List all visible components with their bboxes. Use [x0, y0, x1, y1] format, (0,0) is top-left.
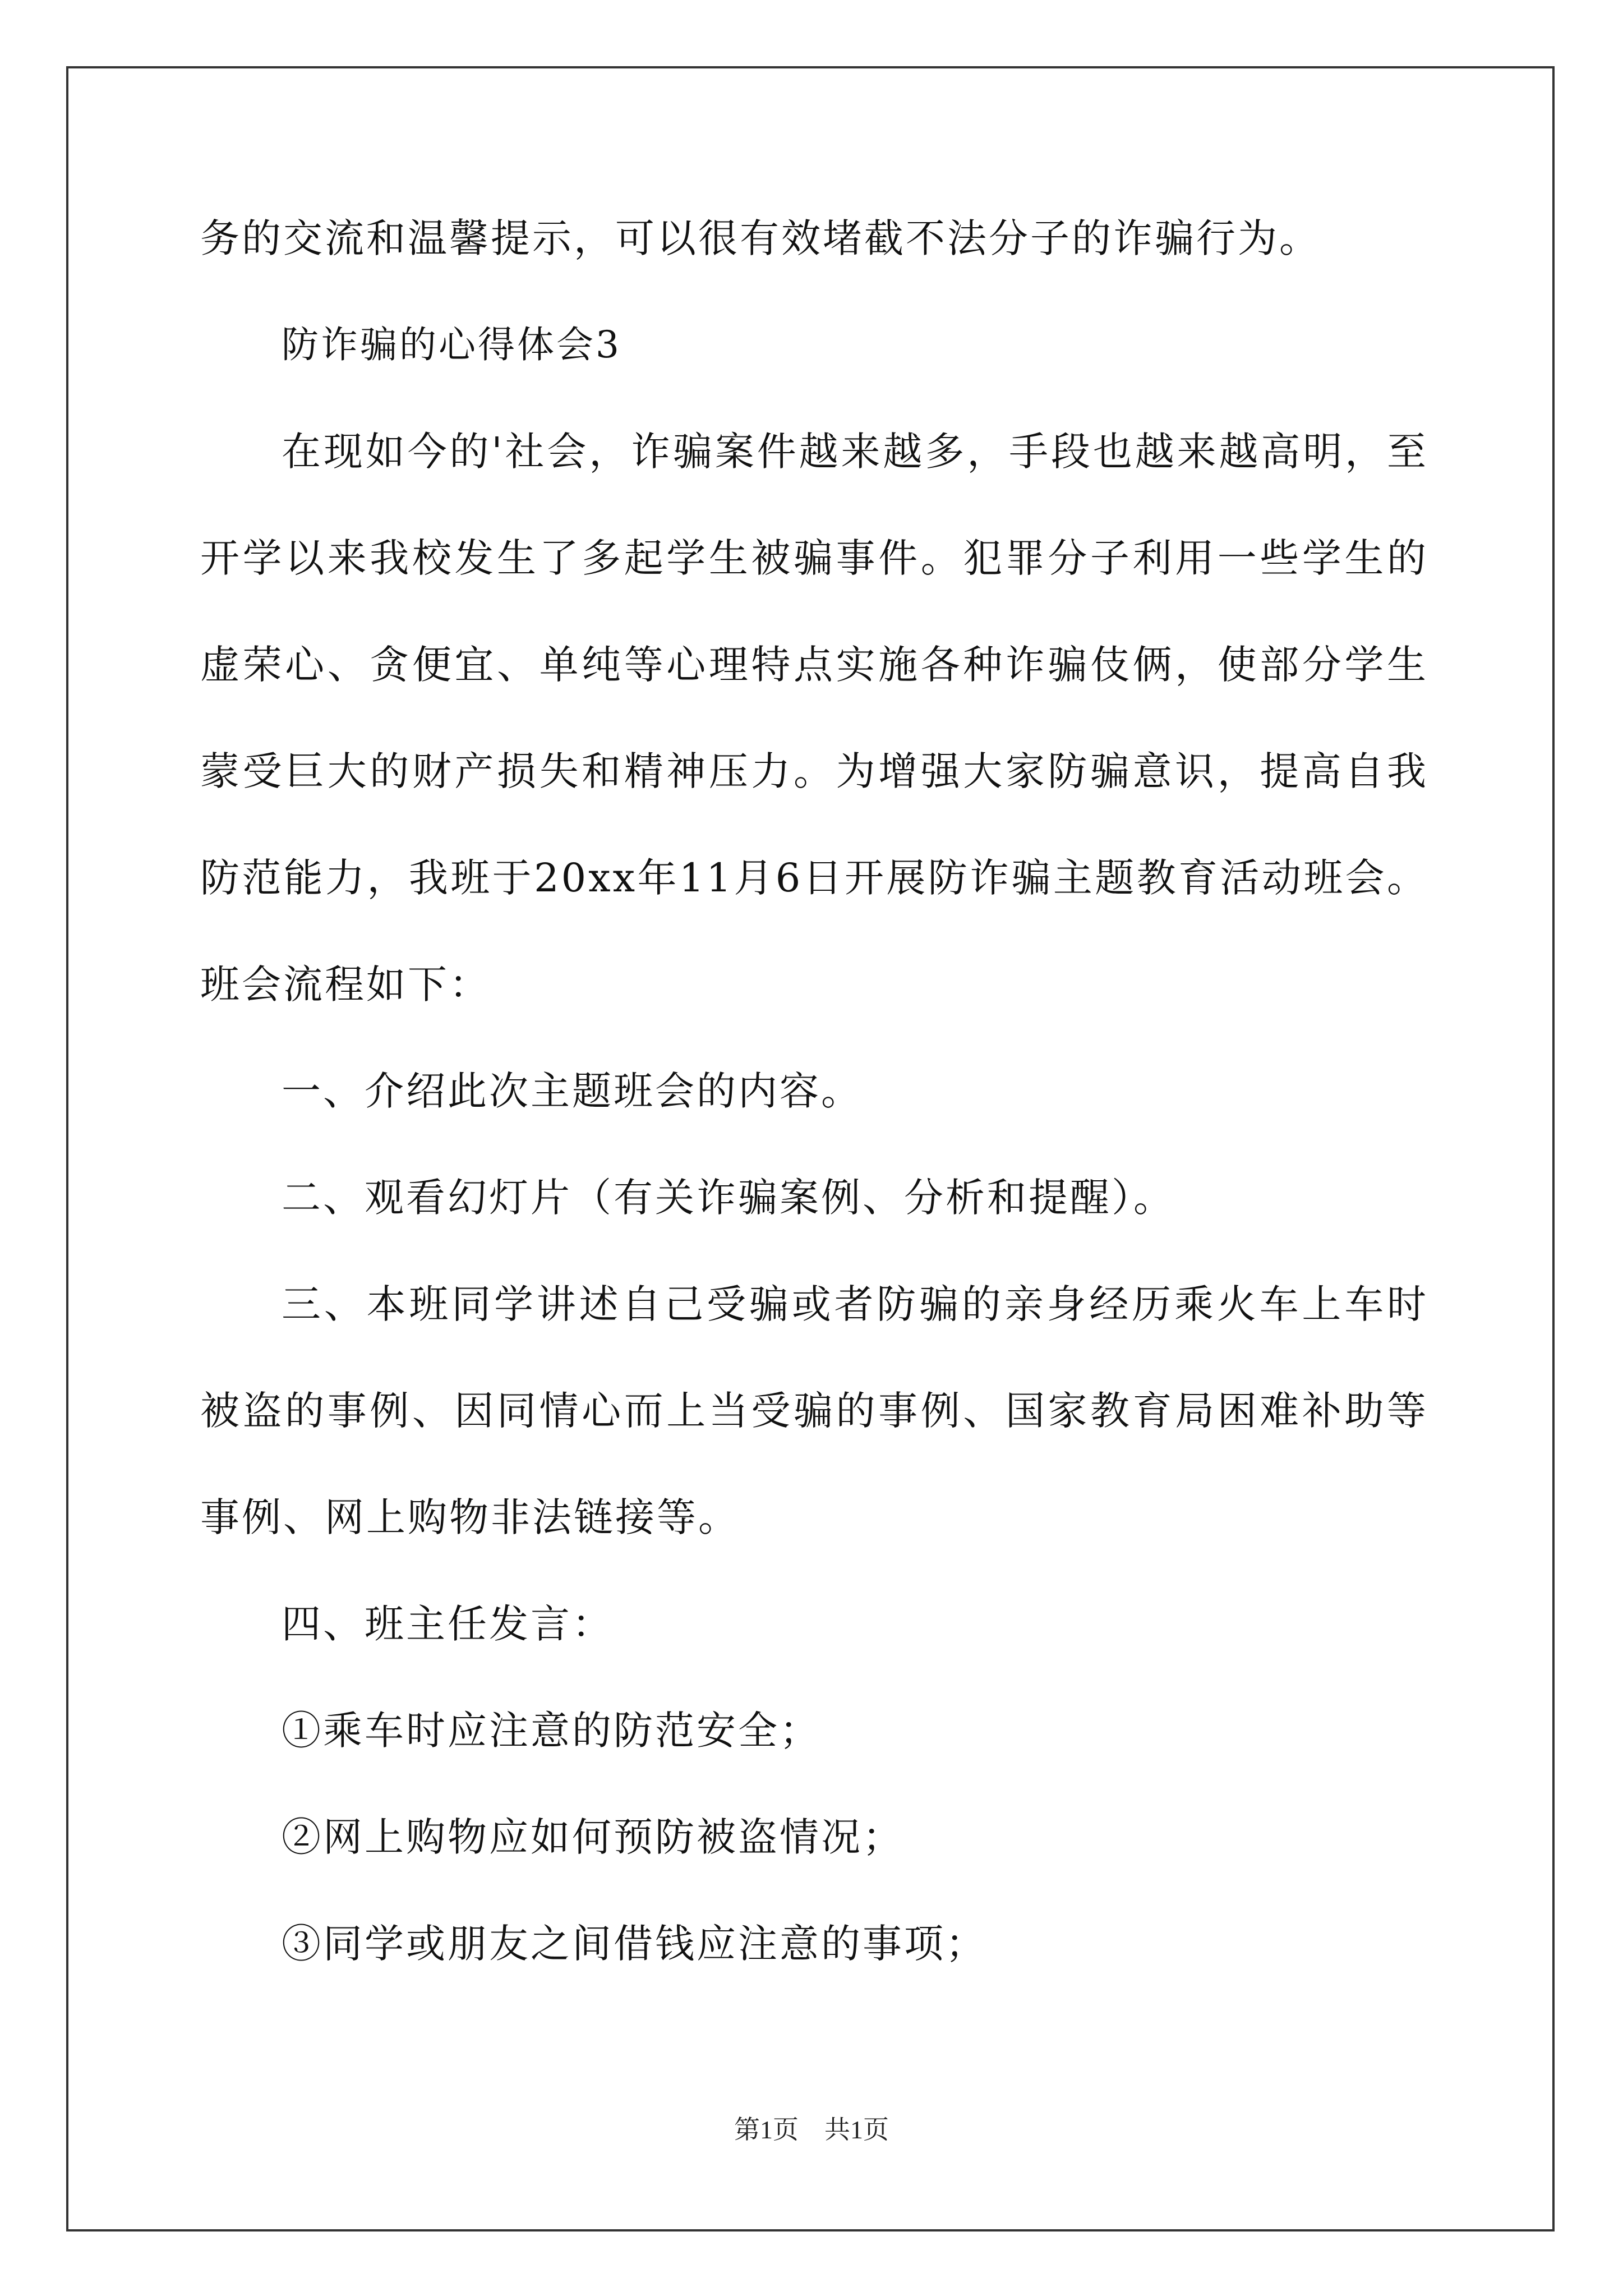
list-item-3: 三、本班同学讲述自己受骗或者防骗的亲身经历乘火车上车时被盗的事例、因同情心而上当受骗的事例、国家教育局困难补助等事例、网上购物非法链接等。: [200, 1281, 1428, 1540]
paragraph-intro: 在现如今的'社会，诈骗案件越来越多，手段也越来越高明，至开学以来我校发生了多起学生被骗事件。犯罪分子利用一些学生的虚荣心、贪便宜、单纯等心理特点实施各种诈骗伎俩，使部分学生蒙受巨大的财产损失和精神压力。为增强大家防骗意识，提高自我防范能力，我班于20xx年11月6日开展防诈骗主题教育活动班会。班会流程如下：: [200, 429, 1428, 1007]
sub-item-3: ③同学或朋友之间借钱应注意的事项；: [282, 1921, 987, 1967]
sub-item-1: ①乘车时应注意的防范安全；: [282, 1708, 821, 1754]
list-item-4: 四、班主任发言：: [282, 1601, 614, 1647]
paragraph-continuation: 务的交流和温馨提示，可以很有效堵截不法分子的诈骗行为。: [200, 215, 1321, 261]
section-heading: 防诈骗的心得体会3: [282, 323, 621, 366]
list-item-2: 二、观看幻灯片（有关诈骗案例、分析和提醒）。: [282, 1175, 1175, 1221]
document-body: [200, 185, 1428, 1997]
page-footer: 第1页 共1页: [734, 2115, 889, 2144]
sub-item-2: ②网上购物应如何预防被盗情况；: [282, 1814, 904, 1860]
list-item-1: 一、介绍此次主题班会的内容。: [282, 1068, 863, 1114]
